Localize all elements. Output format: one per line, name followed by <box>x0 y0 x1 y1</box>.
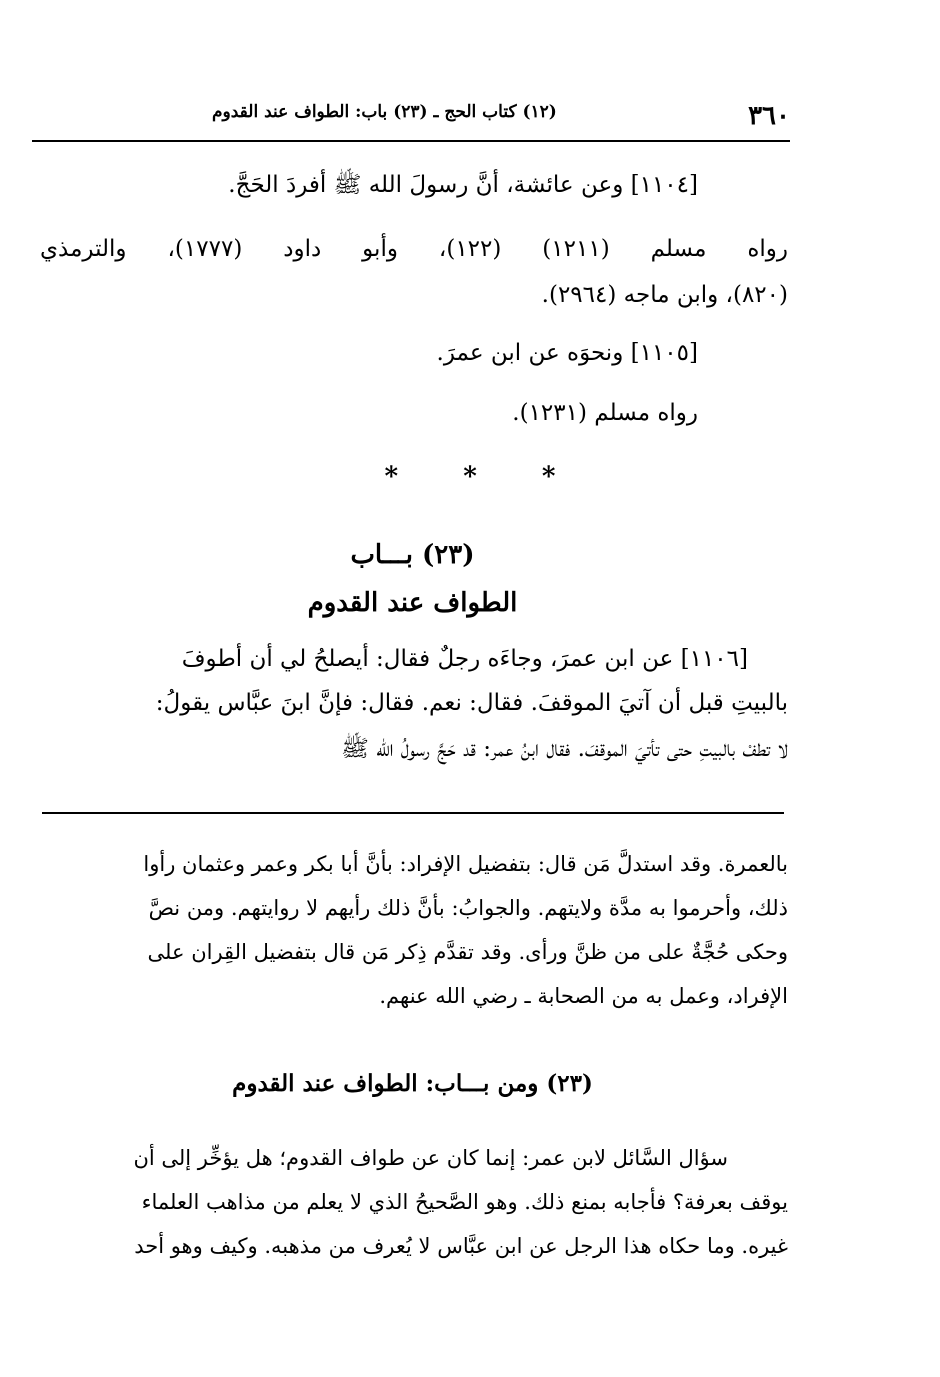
running-head: (١٢) كتاب الحج ـ (٢٣) باب: الطواف عند القدوم <box>212 102 557 122</box>
footnote-line: غيره. وما حكاه هذا الرجل عن ابن عبَّاس لا يُعرف من مذهبه. وكيف وهو أحد <box>134 1234 788 1258</box>
sources-line: رواه مسلم (١٢٣١). <box>512 400 698 426</box>
footnote-line: وحكى حُجَّةٌ على من ظنَّ ورأى. وقد تقدَّم ذِكر مَن قال بتفضيل القِران على <box>147 940 788 964</box>
separator-star: * <box>463 462 477 492</box>
hadith-line: لا تطفْ بالبيتِ حتى تأتيَ الموقفَ. فقال ابنُ عمر: قد حَجَّ رسولُ الله ﷺ <box>341 736 788 762</box>
footnote-line: يوقف بعرفة؟ فأجابه بمنع ذلك. وهو الصَّحيحُ الذي لا يعلم من مذاهب العلماء <box>141 1190 788 1214</box>
separator-star: * <box>384 462 399 492</box>
footnote-line: سؤال السَّائل لابن عمر: إنما كان عن طواف القدوم؛ هل يؤخِّر إلى أن <box>133 1146 728 1170</box>
sources-line: رواه مسلم (١٢١١) (١٢٢)، وأبو داود (١٧٧٧)، والترمذي <box>40 236 788 262</box>
section-separator <box>0 462 940 492</box>
hadith-line: [١١٠٤] وعن عائشة، أنَّ رسولَ الله ﷺ أفردَ الحَجَّ. <box>228 172 698 198</box>
footnote-line: ذلك، وأحرموا به مدَّة ولايتهم. والجوابُ: بأنَّ ذلك رأيهم لا روايتهم. ومن نصَّ <box>148 896 788 920</box>
header-rule <box>32 140 790 142</box>
footnote-section-title: (٢٣) ومن بـــاب: الطواف عند القدوم <box>232 1070 593 1097</box>
separator-star: * <box>541 462 556 492</box>
page-number: ٣٦٠ <box>748 101 790 131</box>
page-header <box>32 96 790 140</box>
chapter-number: (٢٣) بـــاب <box>350 540 475 570</box>
footnote-line: الإفراد، وعمل به من الصحابة ـ رضي الله عنهم. <box>379 984 788 1008</box>
footnote-line: بالعمرة. وقد استدلَّ مَن قال: بتفضيل الإفراد: بأنَّ أبا بكر وعمر وعثمان رأوا <box>143 852 788 876</box>
hadith-line: [١١٠٥] ونحوَه عن ابن عمرَ. <box>436 340 698 366</box>
sources-line: (٨٢٠)، وابن ماجه (٢٩٦٤). <box>541 282 788 308</box>
chapter-title: الطواف عند القدوم <box>307 588 518 618</box>
footnote-rule <box>42 812 784 814</box>
hadith-line: [١١٠٦] عن ابن عمرَ، وجاءَه رجلٌ فقال: أيصلحُ لي أن أطوفَ <box>181 646 748 672</box>
hadith-line: بالبيتِ قبل أن آتيَ الموقفَ. فقال: نعم. فقال: فإنَّ ابنَ عبَّاس يقولُ: <box>155 690 788 716</box>
